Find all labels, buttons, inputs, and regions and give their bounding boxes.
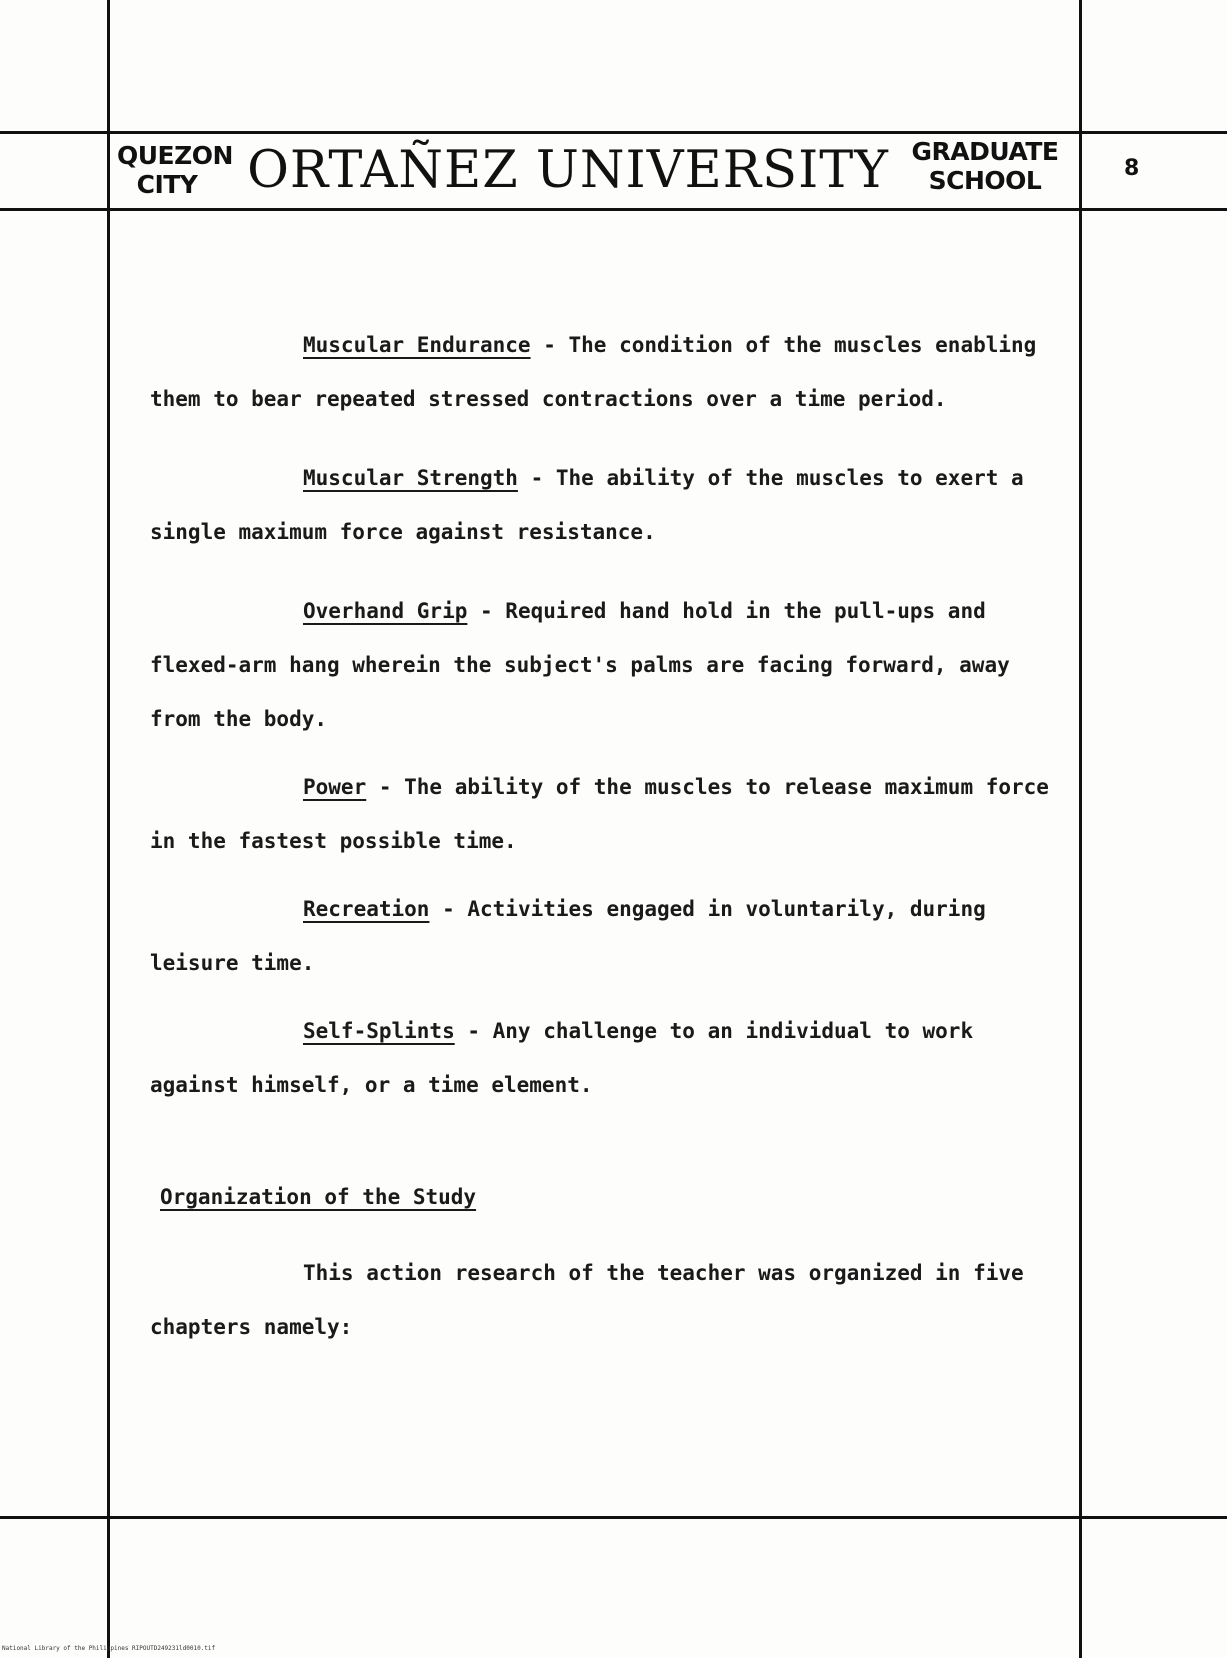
school-label <box>910 137 1060 195</box>
definition-term: Power <box>303 775 367 799</box>
definition-text: - The condition of the muscles enabling them to bear repeated stressed contractions over a time period. <box>150 333 1037 411</box>
definition-text: - The ability of the muscles to exert a single maximum force against resistance. <box>150 466 1024 544</box>
section-paragraph: This action research of the teacher was organized in five chapters namely: <box>150 1261 1024 1339</box>
definition-text: - Required hand hold in the pull-ups and flexed-arm hang wherein the subject's palms are facing forward, away from the body. <box>150 599 1010 731</box>
school-line-2: SCHOOL <box>928 166 1042 195</box>
definition-term: Overhand Grip <box>303 599 468 623</box>
definition-term: Muscular Strength <box>303 466 518 490</box>
definition-paragraph <box>150 584 1060 746</box>
definition-text: - The ability of the muscles to release maximum force in the fastest possible time. <box>150 775 1049 853</box>
letterhead <box>110 134 1079 208</box>
definition-term: Self-Splints <box>303 1019 455 1043</box>
right-margin-rule <box>1079 0 1082 1658</box>
city-label <box>117 141 233 199</box>
university-name: ORTAÑEZ UNIVERSITY <box>247 141 889 200</box>
page-number: 8 <box>1124 156 1140 181</box>
definition-paragraph <box>150 1004 1060 1112</box>
city-line-1: QUEZON <box>117 141 233 170</box>
definition-term: Muscular Endurance <box>303 333 531 357</box>
city-line-2: CITY <box>136 170 198 199</box>
definition-paragraph <box>150 318 1060 426</box>
left-margin-rule <box>107 0 110 1658</box>
definition-text: - Any challenge to an individual to work against himself, or a time element. <box>150 1019 974 1097</box>
school-line-1: GRADUATE <box>911 137 1059 166</box>
definition-paragraph <box>150 760 1060 868</box>
header-bottom-rule <box>0 208 1227 211</box>
definition-paragraph <box>150 882 1060 990</box>
document-body <box>150 318 1060 1354</box>
definition-paragraph <box>150 451 1060 559</box>
definition-text: - Activities engaged in voluntarily, during leisure time. <box>150 897 986 975</box>
archive-footer-note: National Library of the Philippines RIPOUTD249231ld0010.tif <box>2 1645 216 1652</box>
definition-term: Recreation <box>303 897 430 921</box>
section-heading <box>150 1170 1060 1224</box>
footer-rule <box>0 1516 1227 1519</box>
section-heading-text: Organization of the Study <box>160 1185 477 1209</box>
